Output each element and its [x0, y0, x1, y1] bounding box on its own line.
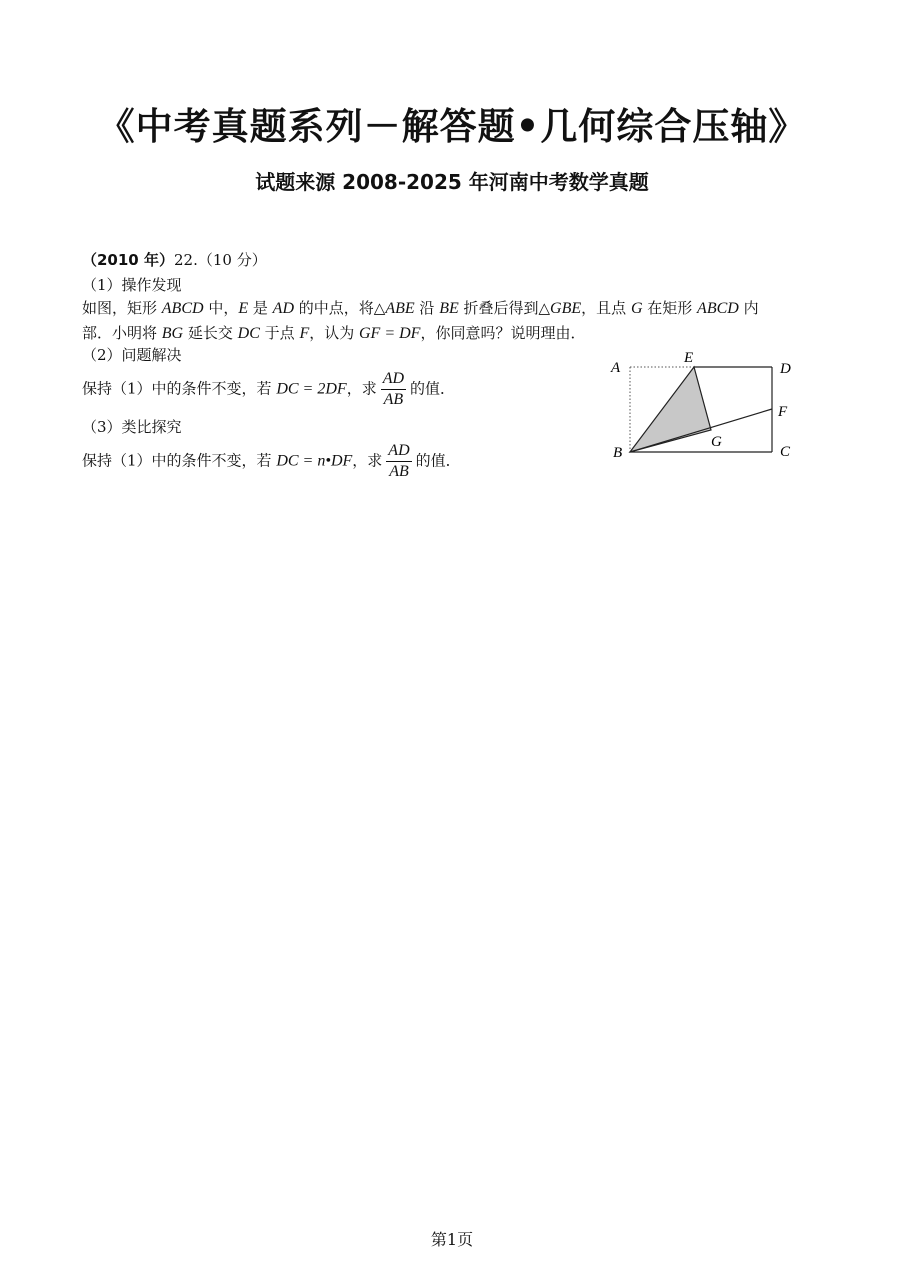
math: DC	[237, 325, 260, 342]
label-g: G	[711, 434, 722, 450]
fraction-denominator: AB	[389, 463, 409, 480]
fraction	[381, 370, 406, 409]
text: 于点	[259, 324, 300, 342]
math: BE	[439, 300, 459, 317]
text: 的值．	[415, 451, 461, 470]
problem-number: 22.（10 分）	[173, 251, 267, 269]
math: E	[238, 300, 249, 317]
label-a: A	[611, 360, 621, 376]
math: GBE	[550, 300, 582, 317]
text: 在矩形	[642, 299, 698, 317]
math: ABE	[385, 300, 415, 317]
text: ，认为	[309, 324, 359, 342]
math: BG	[161, 325, 184, 342]
math: AD	[272, 300, 294, 317]
part3-line	[82, 442, 461, 481]
part1-heading: （1）操作发现	[82, 276, 182, 294]
math: DC = n•DF	[276, 452, 353, 470]
text: ，求	[352, 451, 383, 470]
part2-line	[82, 370, 455, 409]
math: GF = DF	[359, 325, 421, 342]
label-d: D	[780, 361, 791, 377]
math: G	[630, 300, 643, 317]
fraction	[386, 442, 411, 481]
fraction-numerator: AD	[381, 370, 406, 390]
fraction-denominator: AB	[383, 391, 404, 408]
text: 保持（1）中的条件不变，若	[82, 451, 277, 470]
label-c: C	[780, 444, 791, 460]
text: 保持（1）中的条件不变，若	[82, 379, 277, 398]
label-e: E	[684, 350, 694, 366]
text: 延长交	[183, 324, 238, 342]
math: F	[299, 325, 310, 342]
math: ABCD	[161, 300, 204, 317]
page-number: 第1页	[430, 1230, 474, 1249]
label-b: B	[613, 445, 623, 461]
problem-year: （2010 年）	[82, 251, 174, 269]
part3-heading: （3）类比探究	[82, 418, 182, 436]
text: 沿	[414, 299, 440, 317]
text: 内	[738, 299, 759, 317]
part1-line1	[82, 298, 759, 319]
page-subtitle: 试题来源 2008-2025 年河南中考数学真题	[255, 170, 649, 194]
problem-header	[82, 250, 267, 270]
text: ，你同意吗？说明理由．	[420, 324, 586, 342]
label-f: F	[778, 404, 788, 420]
text: ，求	[346, 379, 377, 398]
part1-line2	[82, 323, 585, 344]
text: 的值．	[410, 379, 456, 398]
geometry-figure	[600, 350, 800, 465]
page-title: 《中考真题系列－解答题•几何综合压轴》	[97, 105, 807, 148]
fraction-numerator: AD	[386, 442, 411, 462]
text: 部．小明将	[82, 324, 162, 342]
part2-heading: （2）问题解决	[82, 346, 182, 364]
text: 中，	[203, 299, 239, 317]
text: 折叠后得到△	[458, 299, 551, 317]
text: ，且点	[581, 299, 631, 317]
text: 如图，矩形	[82, 299, 162, 317]
math: DC = 2DF	[276, 380, 347, 398]
math: ABCD	[697, 300, 739, 317]
text: 是	[248, 299, 273, 317]
text: 的中点，将△	[294, 299, 386, 317]
